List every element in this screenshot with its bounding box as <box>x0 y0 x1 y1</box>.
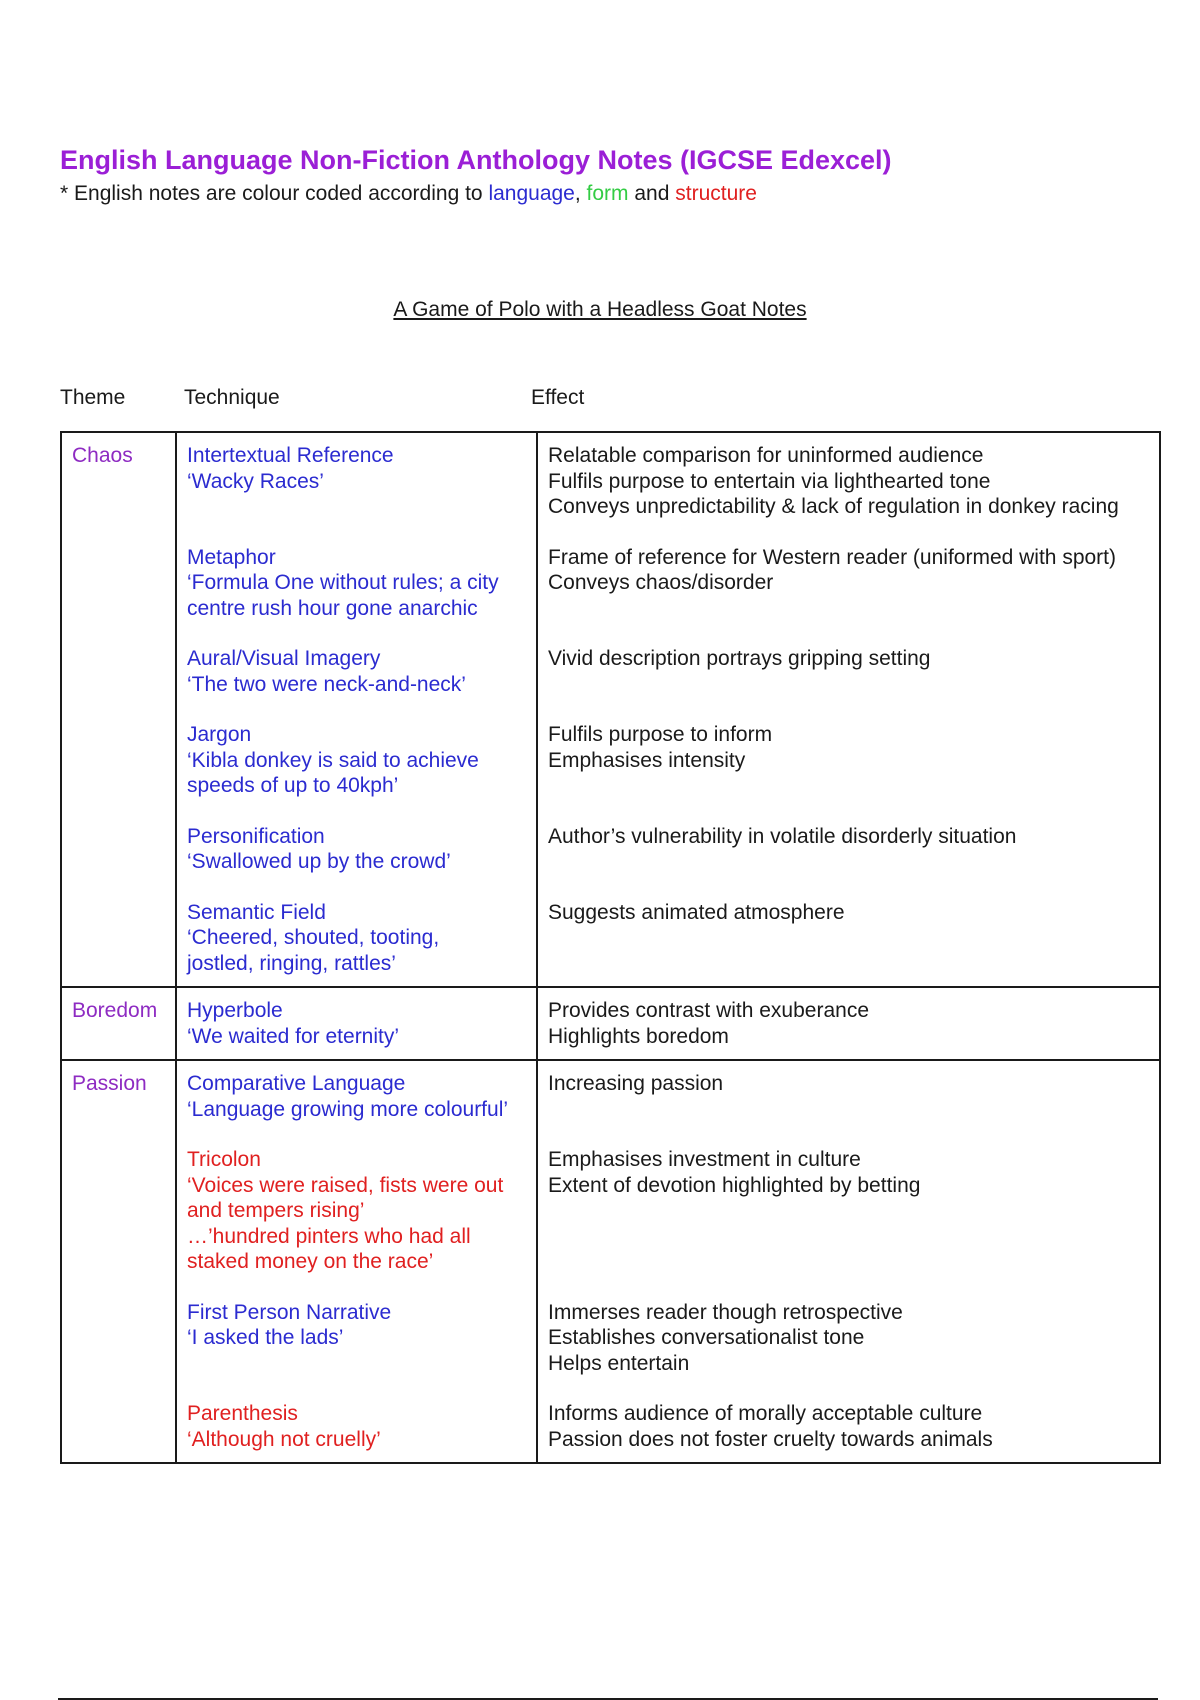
effect-line: Fulfils purpose to inform <box>548 723 773 746</box>
technique-name: Metaphor <box>187 545 276 569</box>
effect-line <box>548 1224 1149 1250</box>
colour-key-structure: structure <box>675 182 757 205</box>
effect-entry <box>548 900 1149 977</box>
effect-line <box>548 1198 1149 1224</box>
technique-quote-line <box>187 494 526 520</box>
technique-name: Hyperbole <box>187 999 283 1022</box>
effect-line <box>548 951 1149 977</box>
theme-cell <box>61 1060 176 1463</box>
colour-key-form: form <box>586 182 629 205</box>
colour-key-sep2: and <box>628 182 676 205</box>
effect-line: Fulfils purpose to entertain via lighthearted tone <box>548 469 991 493</box>
effect-line: Highlights boredom <box>548 1024 729 1048</box>
technique-name: Comparative Language <box>187 1072 406 1095</box>
technique-quote-line: ‘Wacky Races’ <box>187 469 324 493</box>
theme-label: Chaos <box>72 444 133 467</box>
effect-cell <box>537 432 1160 987</box>
effect-line: Establishes conversationalist tone <box>548 1326 865 1349</box>
effect-line <box>548 773 1149 799</box>
effect-line: Informs audience of morally acceptable culture <box>548 1402 983 1425</box>
effect-line: Passion does not foster cruelty towards animals <box>548 1427 993 1451</box>
effect-entry <box>548 1300 1149 1377</box>
colour-key-note <box>60 182 757 206</box>
technique-quote-line: staked money on the race’ <box>187 1250 434 1273</box>
technique-quote-line: jostled, ringing, rattles’ <box>187 951 396 975</box>
effect-entry <box>548 998 1149 1049</box>
effect-line: Helps entertain <box>548 1351 690 1375</box>
effect-line <box>548 1249 1149 1275</box>
section-heading: A Game of Polo with a Headless Goat Notes <box>393 298 807 321</box>
technique-name: First Person Narrative <box>187 1300 392 1324</box>
theme-label: Boredom <box>72 999 158 1022</box>
technique-name: Personification <box>187 824 325 848</box>
effect-line: Extent of devotion highlighted by betting <box>548 1173 921 1197</box>
table-row <box>61 987 1160 1060</box>
colour-key-sep1: , <box>574 182 587 205</box>
table-row <box>61 1060 1160 1463</box>
theme-cell <box>61 987 176 1060</box>
technique-name: Jargon <box>187 723 252 746</box>
colour-key-language: language <box>488 182 575 205</box>
technique-quote-line: ‘The two were neck-and-neck’ <box>187 672 466 696</box>
technique-cell <box>176 1060 537 1463</box>
effect-line: Conveys unpredictability & lack of regulation in donkey racing <box>548 495 1119 518</box>
technique-quote-line: ‘We waited for eternity’ <box>187 1024 400 1048</box>
column-header-technique: Technique <box>184 386 280 409</box>
effect-line: Suggests animated atmosphere <box>548 900 845 924</box>
effect-line <box>548 1097 1149 1123</box>
effect-line <box>548 849 1149 875</box>
technique-entry <box>187 646 526 697</box>
technique-quote-line: ‘Voices were raised, fists were out <box>187 1173 504 1197</box>
technique-entry <box>187 443 526 520</box>
effect-line <box>548 596 1149 622</box>
table-row <box>61 432 1160 987</box>
technique-quote-line: ‘Language growing more colourful’ <box>187 1097 509 1121</box>
notes-table-body <box>61 432 1160 1463</box>
technique-entry <box>187 722 526 799</box>
colour-key-prefix: * English notes are colour coded according to <box>60 182 489 205</box>
effect-line <box>548 925 1149 951</box>
technique-quote-line <box>187 1351 526 1377</box>
effect-entry <box>548 545 1149 622</box>
effect-cell <box>537 1060 1160 1463</box>
effect-entry <box>548 824 1149 875</box>
effect-line: Vivid description portrays gripping setting <box>548 647 931 670</box>
technique-entry <box>187 824 526 875</box>
technique-quote-line: and tempers rising’ <box>187 1199 365 1222</box>
effect-entry <box>548 722 1149 799</box>
technique-name: Tricolon <box>187 1148 261 1171</box>
effect-line: Frame of reference for Western reader (uniformed with sport) <box>548 545 1116 569</box>
technique-quote-line: centre rush hour gone anarchic <box>187 596 478 620</box>
technique-name: Intertextual Reference <box>187 444 394 467</box>
technique-name: Parenthesis <box>187 1402 298 1425</box>
column-header-theme: Theme <box>60 386 126 409</box>
technique-quote-line: ‘Cheered, shouted, tooting, <box>187 926 440 949</box>
technique-quote-line: ‘Formula One without rules; a city <box>187 571 499 594</box>
effect-entry <box>548 443 1149 520</box>
effect-line: Relatable comparison for uninformed audience <box>548 444 984 467</box>
technique-entry <box>187 545 526 622</box>
technique-entry <box>187 1300 526 1377</box>
technique-quote-line: ‘Although not cruelly’ <box>187 1427 381 1451</box>
effect-line: Emphasises intensity <box>548 748 746 772</box>
technique-name: Semantic Field <box>187 900 326 924</box>
column-header-effect: Effect <box>531 386 585 409</box>
notes-table <box>60 431 1161 1464</box>
technique-entry <box>187 1401 526 1452</box>
technique-entry <box>187 998 526 1049</box>
effect-line: Author’s vulnerability in volatile disorderly situation <box>548 824 1017 848</box>
technique-quote-line: ‘I asked the lads’ <box>187 1326 344 1349</box>
effect-line: Immerses reader though retrospective <box>548 1300 903 1324</box>
technique-entry <box>187 1147 526 1275</box>
technique-entry <box>187 900 526 977</box>
technique-quote-line: speeds of up to 40kph’ <box>187 774 399 797</box>
document-title: English Language Non-Fiction Anthology Notes (IGCSE Edexcel) <box>60 145 892 175</box>
technique-quote-line: ‘Kibla donkey is said to achieve <box>187 748 479 772</box>
effect-line: Emphasises investment in culture <box>548 1148 861 1171</box>
effect-entry <box>548 1071 1149 1122</box>
effect-line: Conveys chaos/disorder <box>548 571 774 594</box>
technique-quote-line: ‘Swallowed up by the crowd’ <box>187 850 451 873</box>
technique-cell <box>176 432 537 987</box>
effect-entry <box>548 646 1149 697</box>
effect-entry <box>548 1147 1149 1275</box>
technique-quote-line: …’hundred pinters who had all <box>187 1224 471 1248</box>
effect-cell <box>537 987 1160 1060</box>
effect-line: Increasing passion <box>548 1072 724 1095</box>
effect-entry <box>548 1401 1149 1452</box>
effect-line <box>548 672 1149 698</box>
effect-line: Provides contrast with exuberance <box>548 999 869 1022</box>
technique-entry <box>187 1071 526 1122</box>
theme-label: Passion <box>72 1072 147 1095</box>
theme-cell <box>61 432 176 987</box>
technique-cell <box>176 987 537 1060</box>
technique-name: Aural/Visual Imagery <box>187 647 381 670</box>
